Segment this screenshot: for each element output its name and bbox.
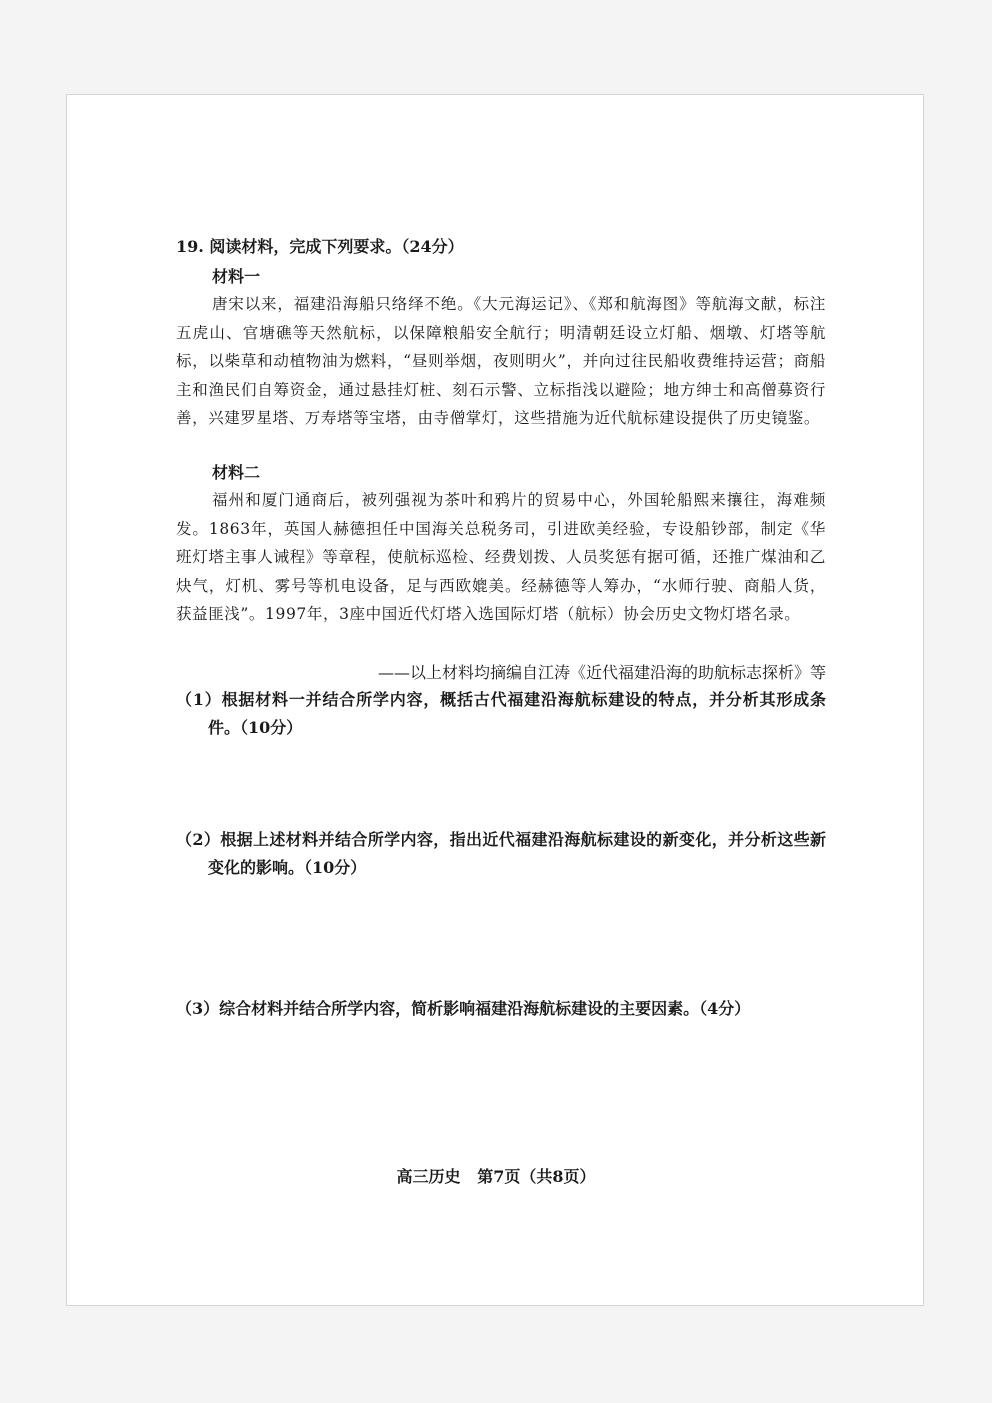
sub-question-3: （3）综合材料并结合所学内容，简析影响福建沿海航标建设的主要因素。（4分） [176, 999, 751, 1018]
material-1-label: 材料一 [212, 267, 261, 286]
sub-question-1: （1）根据材料一并结合所学内容，概括古代福建沿海航标建设的特点，并分析其形成条件。（10分） [176, 690, 826, 737]
page-footer: 高三历史 第7页（共8页） [396, 1167, 596, 1186]
material-2-text: 福州和厦门通商后，被列强视为茶叶和鸦片的贸易中心，外国轮船熙来攘往，海难频发。1863年，英国人赫德担任中国海关总税务司，引进欧美经验，专设船钞部，制定《华班灯塔主事人诫程》等章程，使航标巡检、经费划拨、人员奖惩有据可循，还推广煤油和乙炔气，灯机、雾号等机电设备，足与西欧媲美。经赫德等人筹办，“水师行驶、商船人货，获益匪浅”。1997年，3座中国近代灯塔入选国际灯塔（航标）协会历史文物灯塔名录。 [176, 491, 826, 623]
material-2-label: 材料二 [212, 463, 261, 482]
sub-question-2: （2）根据上述材料并结合所学内容，指出近代福建沿海航标建设的新变化，并分析这些新变化的影响。（10分） [176, 830, 826, 877]
material-source: ——以上材料均摘编自江涛《近代福建沿海的助航标志探析》等 [377, 663, 826, 682]
material-1-text: 唐宋以来，福建沿海船只络绎不绝。《大元海运记》、《郑和航海图》等航海文献，标注五虎山、官塘礁等天然航标，以保障粮船安全航行；明清朝廷设立灯船、烟墩、灯塔等航标，以柴草和动植物油为燃料，“昼则举烟，夜则明火”，并向过往民船收费维持运营；商船主和渔民们自筹资金，通过悬挂灯桩、刻石示警、立标指浅以避险；地方绅士和高僧募资行善，兴建罗星塔、万寿塔等宝塔，由寺僧掌灯，这些措施为近代航标建设提供了历史镜鉴。 [176, 295, 826, 427]
question-title: 19. 阅读材料，完成下列要求。（24分） [176, 237, 464, 256]
